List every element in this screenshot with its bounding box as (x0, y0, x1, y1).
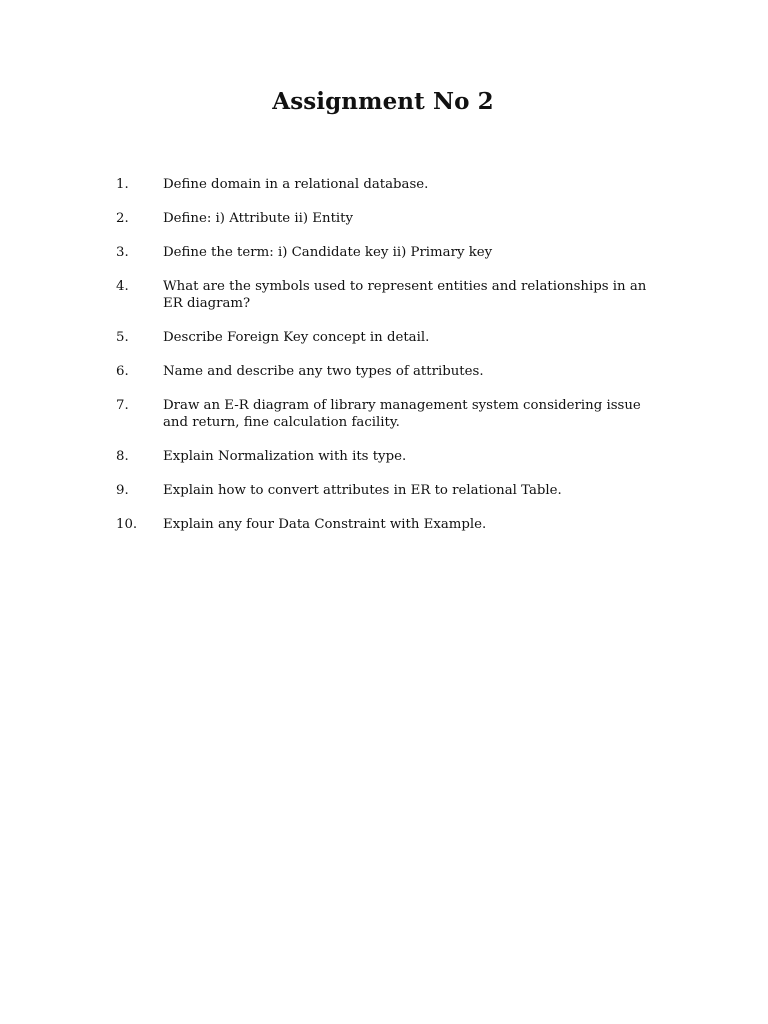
question-text: Describe Foreign Key concept in detail. (163, 330, 430, 345)
question-text: Name and describe any two types of attributes. (163, 364, 484, 379)
question-number: 9. (116, 483, 129, 498)
list-item (0, 210, 768, 227)
list-item (0, 516, 768, 533)
list-item (0, 397, 768, 431)
question-text: Define the term: i) Candidate key ii) Primary key (163, 245, 493, 260)
question-number: 6. (116, 364, 129, 379)
question-text: What are the symbols used to represent entities and relationships in an ER diagram? (163, 279, 647, 311)
question-text: Explain how to convert attributes in ER to relational Table. (163, 483, 562, 498)
question-text: Define domain in a relational database. (163, 177, 429, 192)
question-number: 4. (116, 279, 129, 294)
question-number: 8. (116, 449, 129, 464)
question-number: 2. (116, 211, 129, 226)
list-item (0, 482, 768, 499)
question-number: 10. (116, 517, 138, 532)
question-text: Define: i) Attribute ii) Entity (163, 211, 354, 226)
page-title: Assignment No 2 (272, 88, 494, 115)
question-text: Explain Normalization with its type. (163, 449, 407, 464)
question-number: 1. (116, 177, 129, 192)
question-number: 3. (116, 245, 129, 260)
list-item (0, 363, 768, 380)
question-number: 7. (116, 398, 129, 413)
question-number: 5. (116, 330, 129, 345)
list-item (0, 448, 768, 465)
question-text: Draw an E-R diagram of library management system considering issue and return, fine calculation facility. (163, 398, 641, 430)
list-item (0, 278, 768, 312)
list-item (0, 329, 768, 346)
list-item (0, 244, 768, 261)
question-list (0, 176, 768, 550)
list-item (0, 176, 768, 193)
question-text: Explain any four Data Constraint with Example. (163, 517, 487, 532)
